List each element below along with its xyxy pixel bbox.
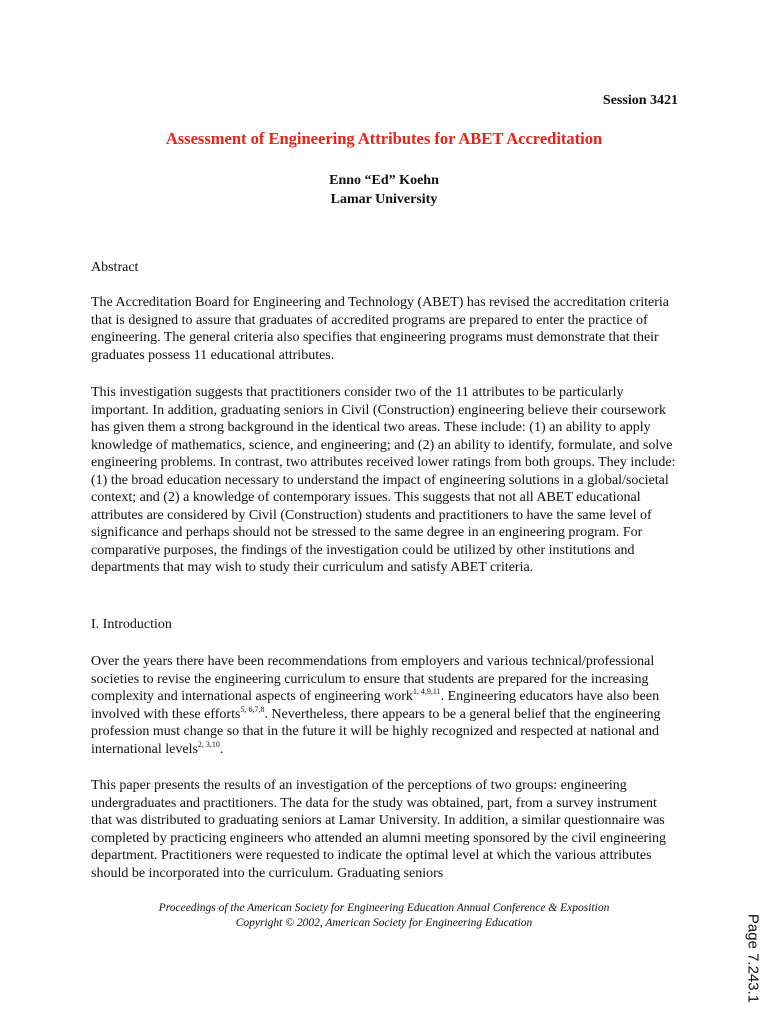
introduction-heading: I. Introduction — [91, 617, 172, 632]
abstract-paragraph-2 — [91, 384, 681, 577]
footer-copyright-line: Copyright © 2002, American Society for Engineering Education — [235, 917, 533, 929]
intro-p1-part1: Over the years there have been recommendations from employers and various technical/professional societies to revise the engineering curriculum to ensure that students are prepared for the increasing complexity and international aspects of engineering work — [91, 654, 655, 704]
citation-ref-3: 2, 3,10 — [197, 739, 220, 749]
author-name: Enno “Ed” Koehn — [329, 173, 439, 188]
author-block — [0, 171, 768, 209]
session-label: Session 3421 — [602, 93, 678, 108]
page-number: Page 7.243.1 — [744, 913, 762, 1004]
abstract-p2-text: This investigation suggests that practitioners consider two of the 11 attributes to be particularly important. In addition, graduating seniors in Civil (Construction) engineering believe their coursework has given them a strong background in the identical two areas. These include: (1) an ability to apply knowledge of mathematics, science, and engineering; and (2) an ability to identify, formulate, and solve engineering problems. In contrast, two attributes received lower ratings from both groups. They include: (1) the broad education necessary to understand the impact of engineering solutions in a global/societal context; and (2) a knowledge of contemporary issues. This suggests that not all ABET educational attributes are considered by Civil (Construction) students and practitioners to have the same level of significance and perhaps should not be stressed to the same degree in an engineering program. For comparative purposes, the findings of the investigation could be utilized by other institutions and departments that may wish to study their curriculum and satisfy ABET criteria. — [91, 385, 676, 575]
introduction-paragraph-1 — [91, 653, 681, 758]
proceedings-footer — [0, 901, 768, 931]
intro-p1-part3: . Nevertheless, there appears to be a general belief that the engineering profession must change so that in the future it will be highly recognized and respected at national and international levels — [91, 706, 661, 757]
intro-p1-part4: . — [219, 741, 224, 757]
introduction-paragraph-2 — [91, 777, 681, 882]
citation-ref-2: 5, 6,7,8 — [240, 704, 265, 714]
citation-ref-1: 1, 4,9,11 — [412, 687, 441, 696]
intro-p2-text: This paper presents the results of an investigation of the perceptions of two groups: engineering undergraduates and practitioners. The data for the study was obtained, part, from a survey instrument that was distributed to graduating seniors at Lamar University. In addition, a similar questionnaire was completed by practicing engineers who attended an alumni meeting sponsored by the civil engineering department. Practitioners were requested to indicate the optimal level at which the various attributes should be incorporated into the curriculum. Graduating seniors — [91, 778, 666, 881]
intro-p1-text — [91, 653, 681, 758]
intro-p1-part2: . Engineering educators have also been involved with these efforts — [91, 689, 660, 722]
author-affiliation: Lamar University — [330, 192, 438, 207]
abstract-heading: Abstract — [91, 260, 139, 275]
paper-title: Assessment of Engineering Attributes for ABET Accreditation — [165, 129, 603, 148]
abstract-p1-text: The Accreditation Board for Engineering and Technology (ABET) has revised the accreditation criteria that is designed to assure that graduates of accredited programs are prepared to enter the practice of engineering. The general criteria also specifies that engineering programs must demonstrate that their graduates possess 11 educational attributes. — [91, 295, 669, 363]
abstract-paragraph-1 — [91, 294, 681, 364]
footer-proceedings-line: Proceedings of the American Society for Engineering Education Annual Conference & Exposition — [158, 902, 610, 914]
